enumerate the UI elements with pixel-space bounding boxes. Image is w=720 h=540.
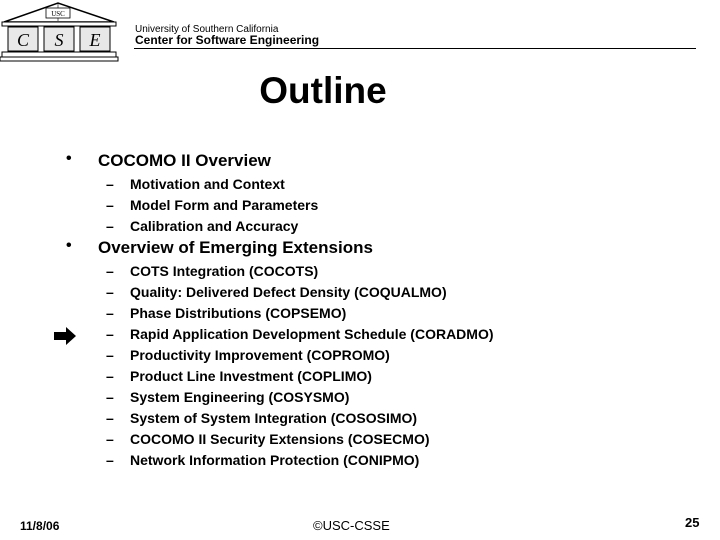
bullet-cocomo-overview: COCOMO II Overview <box>98 151 271 170</box>
logo-letter-e: E <box>89 30 101 50</box>
dash-marker: – <box>106 263 114 279</box>
dash-marker: – <box>106 410 114 426</box>
subitem: Calibration and Accuracy <box>130 218 299 234</box>
subitem: Network Information Protection (CONIPMO) <box>130 452 420 468</box>
bullet-marker: • <box>66 237 72 254</box>
logo-letter-c: C <box>16 30 30 50</box>
subitem: Motivation and Context <box>130 176 285 192</box>
subitem: Model Form and Parameters <box>130 197 319 213</box>
center-name: Center for Software Engineering <box>135 33 320 47</box>
dash-marker: – <box>106 368 114 384</box>
subitem: Product Line Investment (COPLIMO) <box>130 368 372 384</box>
dash-marker: – <box>106 347 114 363</box>
bullet-emerging-extensions: Overview of Emerging Extensions <box>98 238 373 257</box>
dash-marker: – <box>106 197 114 213</box>
bullet-marker: • <box>66 150 72 167</box>
dash-marker: – <box>106 305 114 321</box>
header-rule <box>134 48 696 49</box>
footer-date: 11/8/06 <box>20 519 60 533</box>
logo-letter-s: S <box>54 30 64 50</box>
subitem: COCOMO II Security Extensions (COSECMO) <box>130 431 430 447</box>
footer-copyright: ©USC-CSSE <box>313 518 390 533</box>
subitem: Quality: Delivered Defect Density (COQUALMO) <box>130 284 447 300</box>
subitem: COTS Integration (COCOTS) <box>130 263 319 279</box>
page-number: 25 <box>685 515 700 530</box>
subitem: System of System Integration (COSOSIMO) <box>130 410 418 426</box>
cse-logo <box>0 0 120 62</box>
dash-marker: – <box>106 176 114 192</box>
dash-marker: – <box>106 431 114 447</box>
subitem: Productivity Improvement (COPROMO) <box>130 347 390 363</box>
subitem-highlighted: Rapid Application Development Schedule (CORADMO) <box>130 326 494 342</box>
svg-text:USC: USC <box>51 10 65 18</box>
dash-marker: – <box>106 326 114 342</box>
subitem: System Engineering (COSYSMO) <box>130 389 350 405</box>
dash-marker: – <box>106 284 114 300</box>
right-arrow-icon <box>54 326 76 346</box>
dash-marker: – <box>106 218 114 234</box>
slide-title: Outline <box>259 70 387 111</box>
dash-marker: – <box>106 452 114 468</box>
subitem: Phase Distributions (COPSEMO) <box>130 305 347 321</box>
university-name: University of Southern California <box>135 24 279 35</box>
dash-marker: – <box>106 389 114 405</box>
